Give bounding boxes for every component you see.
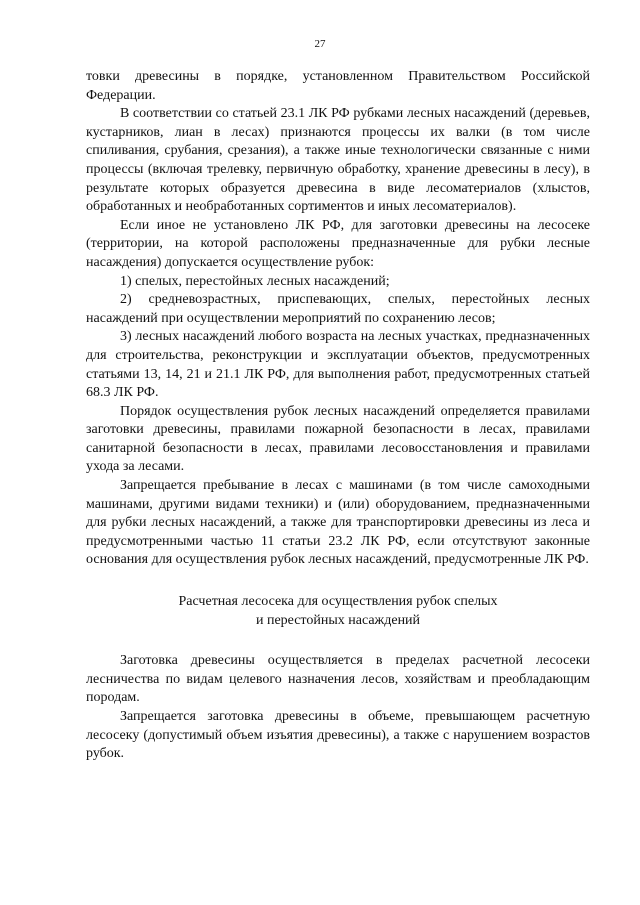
section-heading-line-1: Расчетная лесосека для осуществления рубок спелых: [178, 594, 498, 610]
paragraph-excess-ban: Запрещается заготовка древесины в объеме, превышающем расчетную лесосеку (допустимый объем изъятия древесины), а также с нарушением возрастов рубок.: [86, 709, 590, 762]
section-heading-line-2: и перестойных насаждений: [255, 612, 421, 628]
list-item-1: 1) спелых, перестойных лесных насаждений;: [120, 273, 390, 289]
paragraph-allowable-cut: Заготовка древесины осуществляется в пределах расчетной лесосеки лесничества по видам целевого назначения лесов, хозяйствам и преобладающим породам.: [86, 653, 590, 706]
list-item-3: 3) лесных насаждений любого возраста на лесных участках, предназначенных для строительства, реконструкции и эксплуатации объектов, предусмотренных статьями 13, 14, 21 и 21.1 ЛК РФ, для выполнения работ, предусмотренных статьей 68.3 ЛК РФ.: [86, 329, 590, 401]
paragraph-felling-permitted: Если иное не установлено ЛК РФ, для заготовки древесины на лесосеке (территории, на которой расположены предназначенные для рубки лесные насаждения) допускается осуществление рубок:: [86, 217, 590, 270]
list-item-2: 2) средневозрастных, приспевающих, спелых, перестойных лесных насаждений при осуществлении мероприятий по сохранению лесов;: [86, 292, 590, 326]
document-body: [86, 68, 590, 764]
section-heading: [86, 593, 590, 630]
paragraph-felling-definition: В соответствии со статьей 23.1 ЛК РФ рубками лесных насаждений (деревьев, кустарников, лиан в лесах) признаются процессы их валки (в том числе спиливания, срубания, срезания), а также иные технологически связанные с ними процессы (включая трелевку, первичную обработку, хранение древесины в лесу), в результате которых образуется древесина в виде лесоматериалов (хлыстов, обработанных и необработанных сортиментов и иных лесоматериалов).: [86, 106, 590, 215]
paragraph-continuation: товки древесины в порядке, установленном Правительством Российской Федерации.: [86, 69, 590, 103]
page-number: 27: [314, 38, 326, 50]
paragraph-felling-rules: Порядок осуществления рубок лесных насаждений определяется правилами заготовки древесины, правилами пожарной безопасности в лесах, правилами санитарной безопасности в лесах, правилами лесовосстановления и правилами ухода за лесами.: [86, 403, 590, 475]
paragraph-machinery-ban: Запрещается пребывание в лесах с машинами (в том числе самоходными машинами, другими видами техники) и (или) оборудованием, предназначенными для рубки лесных насаждений, а также для транспортировки древесины из леса и предусмотренными частью 11 статьи 23.2 ЛК РФ, если отсутствуют законные основания для осуществления рубок лесных насаждений, предусмотренные ЛК РФ.: [86, 478, 590, 568]
